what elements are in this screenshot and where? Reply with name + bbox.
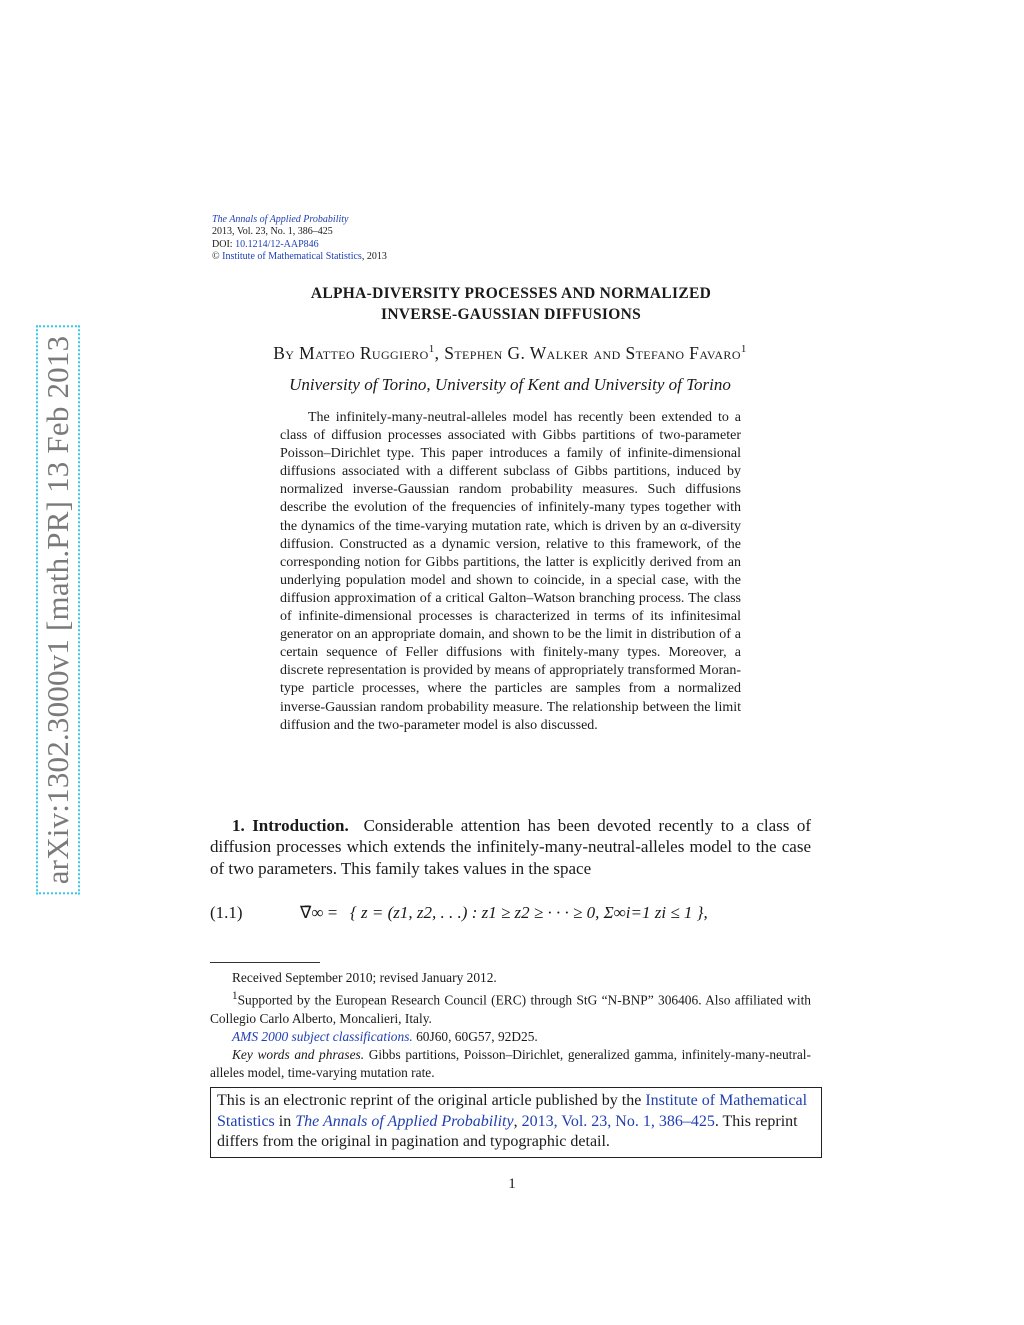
journal-header [212, 214, 387, 263]
ams-classifications: AMS 2000 subject classifications. 60J60, 60G57, 92D25. [232, 1028, 538, 1044]
equation-body: { z = (z1, z2, . . .) : z1 ≥ z2 ≥ · · · ≥ 0, Σ∞i=1 zi ≤ 1 }, [350, 903, 708, 922]
copyright-year: , 2013 [361, 250, 387, 262]
author-ruggiero: Matteo Ruggiero [299, 343, 429, 363]
keywords: Key words and phrases. Gibbs partitions, Poisson–Dirichlet, generalized gamma, infinitely-many-neutral-alleles model, time-varying mutation rate. [210, 1046, 811, 1080]
paper-title: ALPHA-DIVERSITY PROCESSES AND NORMALIZED INVERSE-GAUSSIAN DIFFUSIONS [310, 285, 712, 323]
ams-link[interactable]: AMS 2000 subject classifications. [232, 1028, 413, 1044]
support-note: $^1$Supported by the European Research Council (ERC) through StG “N-BNP” 306406. Also affiliated with Collegio Carlo Alberto, Moncalieri, Italy. [210, 990, 811, 1026]
journal-name-link[interactable]: The Annals of Applied Probability [212, 214, 349, 225]
page-number: 1 [508, 1176, 516, 1192]
author-walker: Stephen G. Walker [444, 343, 589, 363]
reprint-journal-link[interactable]: The Annals of Applied Probability [295, 1112, 514, 1130]
footnotes [210, 969, 811, 1082]
copyright-symbol: © [212, 250, 220, 262]
reprint-volume-link[interactable]: 2013, Vol. 23, No. 1, 386–425 [521, 1112, 715, 1130]
reprint-ims-link[interactable]: Institute of Mathematical Statistics [217, 1092, 808, 1130]
doi-label: DOI: [212, 238, 233, 250]
introduction-paragraph: 1. Introduction. Considerable attention has been devoted recently to a class of diffusion processes which extends the infinitely-many-neutral-alleles model to the case of two parameters. This family takes values in the space [210, 816, 812, 878]
ims-link[interactable]: Institute of Mathematical Statistics [222, 250, 362, 262]
author-line: By Matteo Ruggiero$^1$, Stephen G. Walker and Stefano Favaro$^1$ [273, 343, 747, 363]
footnote-rule [210, 962, 320, 963]
section-heading: 1. Introduction. [232, 816, 349, 835]
equation-lhs: ∇̄∞ = [300, 903, 338, 922]
equation-number: (1.1) [210, 903, 243, 922]
journal-volume: 2013, Vol. 23, No. 1, 386–425 [212, 226, 333, 238]
reprint-notice-box: This is an electronic reprint of the original article published by the Institute of Mathematical Statistics in The Annals of Applied Probability, 2013, Vol. 23, No. 1, 386–425. This reprint differs from the original in pagination and typographic detail. [210, 1087, 822, 1158]
doi-link[interactable]: 10.1214/12-AAP846 [235, 238, 319, 250]
abstract: The infinitely-many-neutral-alleles model has recently been extended to a class of diffusion processes associated with Gibbs partitions of two-parameter Poisson–Dirichlet type. This paper introduces a family of infinite-dimensional diffusions associated with a different subclass of Gibbs partitions, induced by normalized inverse-Gaussian random probability measures. Such diffusions describe the evolution of the frequencies of infinitely-many types together with the dynamics of the time-varying mutation rate, which is driven by an α-diversity diffusion. Constructed as a dynamic version, relative to this framework, of the corresponding notion for Gibbs partitions, the latter is explicitly derived from an underlying population model and shown to coincide, in a special case, with the diffusion approximation of a critical Galton–Watson branching process. The class of infinite-dimensional processes is characterized in terms of its infinitesimal generator on an appropriate domain, and shown to be the limit in distribution of a certain sequence of Feller diffusions with finitely-many types. Moreover, a discrete representation is provided by means of appropriately transformed Moran-type particle processes, where the particles are samples from a normalized inverse-Gaussian random probability measure. The relationship between the limit diffusion and the two-parameter model is also discussed. [280, 410, 741, 733]
affiliations: University of Torino, University of Kent and University of Torino [289, 375, 731, 394]
received-note: Received September 2010; revised January 2012. [232, 970, 497, 985]
author-favaro: Stefano Favaro [625, 343, 741, 363]
equation-1-1 [210, 885, 811, 945]
arxiv-sidebar-stamp: arXiv:1302.3000v1 [math.PR] 13 Feb 2013 [36, 326, 80, 895]
